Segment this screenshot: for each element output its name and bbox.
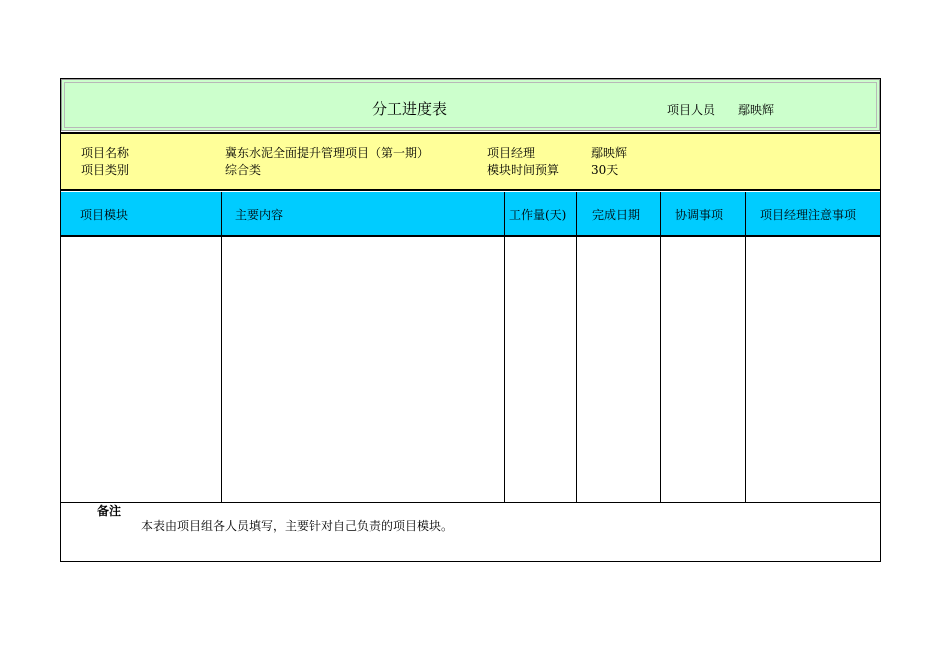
column-header-workload: 工作量(天) xyxy=(509,208,567,222)
column-divider xyxy=(745,192,746,502)
remarks-section xyxy=(61,502,880,562)
progress-table xyxy=(60,78,881,562)
column-header-row xyxy=(61,192,880,237)
module-budget-label: 模块时间预算 xyxy=(487,163,560,177)
project-name-value: 冀东水泥全面提升管理项目（第一期） xyxy=(225,146,430,160)
column-header-coordination: 协调事项 xyxy=(675,208,724,222)
column-header-due-date: 完成日期 xyxy=(592,208,641,222)
project-manager-value: 鄢映辉 xyxy=(591,146,628,160)
column-divider xyxy=(660,192,661,502)
column-header-module: 项目模块 xyxy=(80,208,129,222)
project-manager-label: 项目经理 xyxy=(487,146,536,160)
remarks-text: 本表由项目组各人员填写，主要针对自己负责的项目模块。 xyxy=(141,519,454,533)
project-person-name: 鄢映辉 xyxy=(738,103,775,117)
column-divider xyxy=(504,192,505,502)
column-header-content: 主要内容 xyxy=(235,208,284,222)
project-info-band xyxy=(61,132,880,191)
module-budget-value: 30天 xyxy=(591,163,619,177)
project-type-value: 综合类 xyxy=(225,163,262,177)
project-person-label: 项目人员 xyxy=(667,103,716,117)
title-band xyxy=(61,79,880,131)
column-divider xyxy=(576,192,577,502)
remarks-label: 备注 xyxy=(97,504,122,518)
column-divider xyxy=(221,192,222,502)
column-header-pm-notes: 项目经理注意事项 xyxy=(760,208,857,222)
project-name-label: 项目名称 xyxy=(81,146,130,160)
project-type-label: 项目类别 xyxy=(81,163,130,177)
page-title: 分工进度表 xyxy=(372,100,448,118)
